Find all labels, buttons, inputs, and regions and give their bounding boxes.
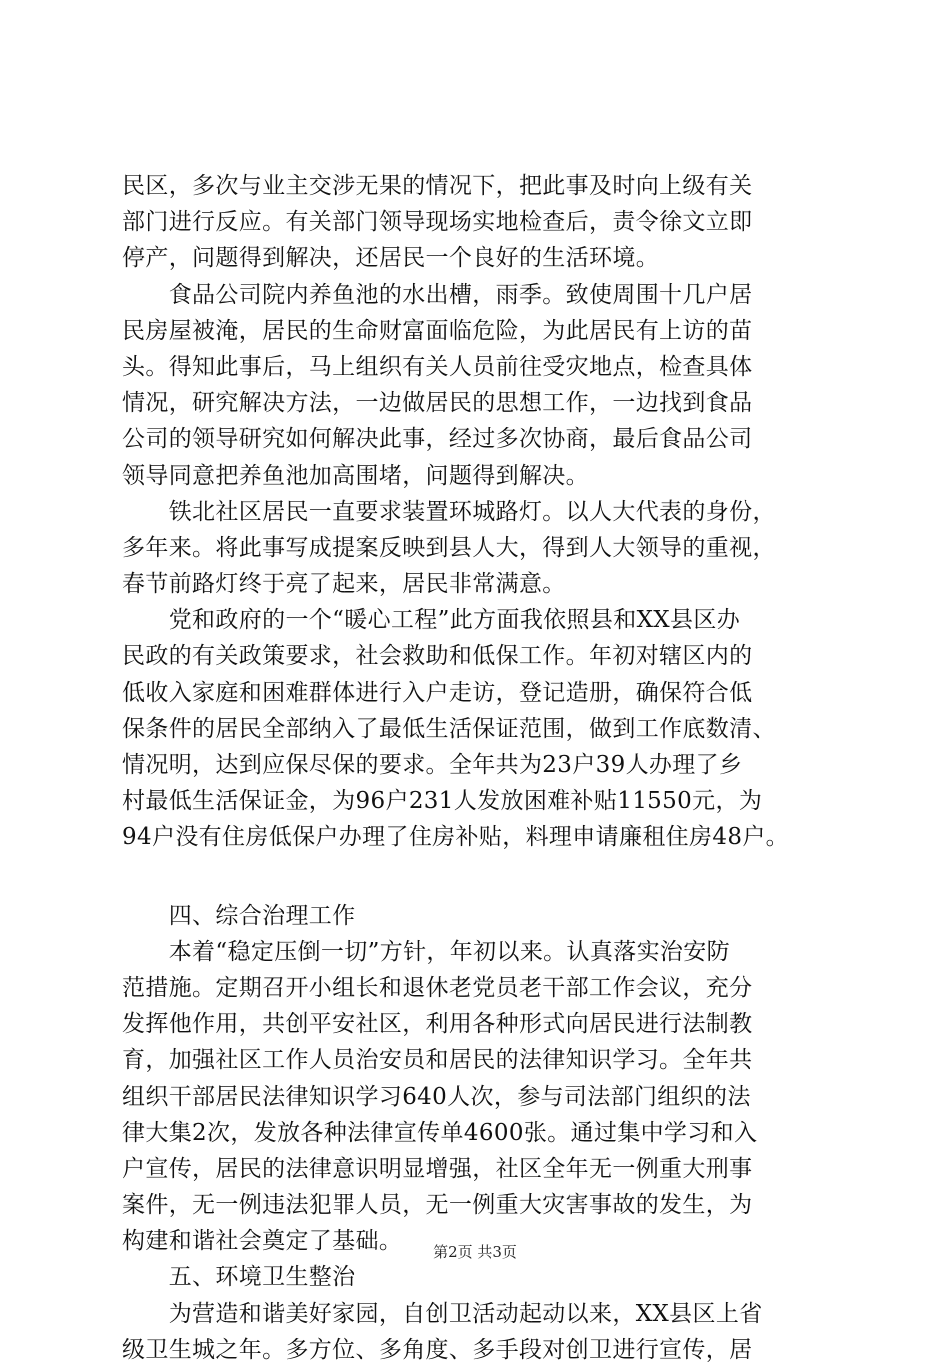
paragraph-social-assistance — [122, 602, 832, 855]
text-line: 党和政府的一个“暖心工程”此方面我依照县和XX县区办 — [122, 607, 741, 634]
text-line: 民房屋被淹，居民的生命财富面临危险，为此居民有上访的苗 — [122, 317, 753, 344]
text-line: 范措施。定期召开小组长和退休老党员老干部工作会议，充分 — [122, 974, 753, 1001]
section-heading: 四、综合治理工作 — [122, 902, 356, 929]
paragraph-public-security — [122, 934, 832, 1260]
text-line: 多年来。将此事写成提案反映到县人大，得到人大领导的重视， — [122, 534, 776, 561]
paragraph-sanitation-campaign — [122, 1296, 832, 1368]
paragraph-street-lights — [122, 494, 832, 603]
text-line: 案件，无一例违法犯罪人员，无一例重大灾害事故的发生，为 — [122, 1192, 753, 1219]
paragraph-continuation — [122, 168, 832, 277]
text-line: 食品公司院内养鱼池的水出槽，雨季。致使周围十几户居 — [122, 281, 753, 308]
section-heading-comprehensive-governance — [122, 898, 832, 934]
text-line: 停产，问题得到解决，还居民一个良好的生活环境。 — [122, 245, 660, 272]
text-line: 本着“稳定压倒一切”方针，年初以来。认真落实治安防 — [122, 938, 730, 965]
text-line: 领导同意把养鱼池加高围堵，问题得到解决。 — [122, 462, 589, 489]
text-line: 春节前路灯终于亮了起来，居民非常满意。 — [122, 571, 566, 598]
text-line: 为营造和谐美好家园，自创卫活动起动以来，XX县区上省 — [122, 1300, 763, 1327]
text-line: 级卫生城之年。多方位、多角度、多手段对创卫进行宣传，居 — [122, 1336, 753, 1363]
text-line: 律大集2次，发放各种法律宣传单4600张。通过集中学习和入 — [122, 1119, 758, 1146]
paragraph-fish-pond — [122, 277, 832, 494]
document-body — [122, 168, 832, 1368]
text-line: 低收入家庭和困难群体进行入户走访，登记造册，确保符合低 — [122, 679, 753, 706]
text-line: 民政的有关政策要求，社会救助和低保工作。年初对辖区内的 — [122, 643, 753, 670]
page-number-footer: 第2页 共3页 — [433, 1243, 517, 1261]
section-heading-environmental-sanitation — [122, 1259, 832, 1295]
text-line: 发挥他作用，共创平安社区，利用各种形式向居民进行法制教 — [122, 1011, 753, 1038]
text-line: 民区，多次与业主交涉无果的情况下，把此事及时向上级有关 — [122, 173, 753, 199]
text-line: 村最低生活保证金，为96户231人发放困难补贴11550元，为 — [122, 788, 763, 815]
text-line: 部门进行反应。有关部门领导现场实地检查后，责令徐文立即 — [122, 209, 753, 236]
text-line: 育，加强社区工作人员治安员和居民的法律知识学习。全年共 — [122, 1047, 753, 1074]
text-line: 情况明，达到应保尽保的要求。全年共为23户39人办理了乡 — [122, 752, 743, 778]
text-line: 构建和谐社会奠定了基础。 — [122, 1228, 403, 1255]
text-line: 户宣传，居民的法律意识明显增强，社区全年无一例重大刑事 — [122, 1155, 753, 1182]
text-line: 保条件的居民全部纳入了最低生活保证范围，做到工作底数清、 — [122, 715, 776, 742]
text-line: 公司的领导研究如何解决此事，经过多次协商，最后食品公司 — [122, 426, 753, 453]
text-line: 94户没有住房低保户办理了住房补贴，料理申请廉租住房48户。 — [122, 824, 790, 851]
text-line: 组织干部居民法律知识学习640人次，参与司法部门组织的法 — [122, 1083, 751, 1110]
text-line: 铁北社区居民一直要求装置环城路灯。以人大代表的身份， — [122, 498, 776, 525]
text-line: 头。得知此事后，马上组织有关人员前往受灾地点，检查具体 — [122, 353, 753, 380]
section-heading: 五、环境卫生整治 — [122, 1264, 356, 1291]
text-line: 情况，研究解决方法，一边做居民的思想工作，一边找到食品 — [122, 390, 753, 417]
paragraph-gap — [122, 856, 832, 898]
